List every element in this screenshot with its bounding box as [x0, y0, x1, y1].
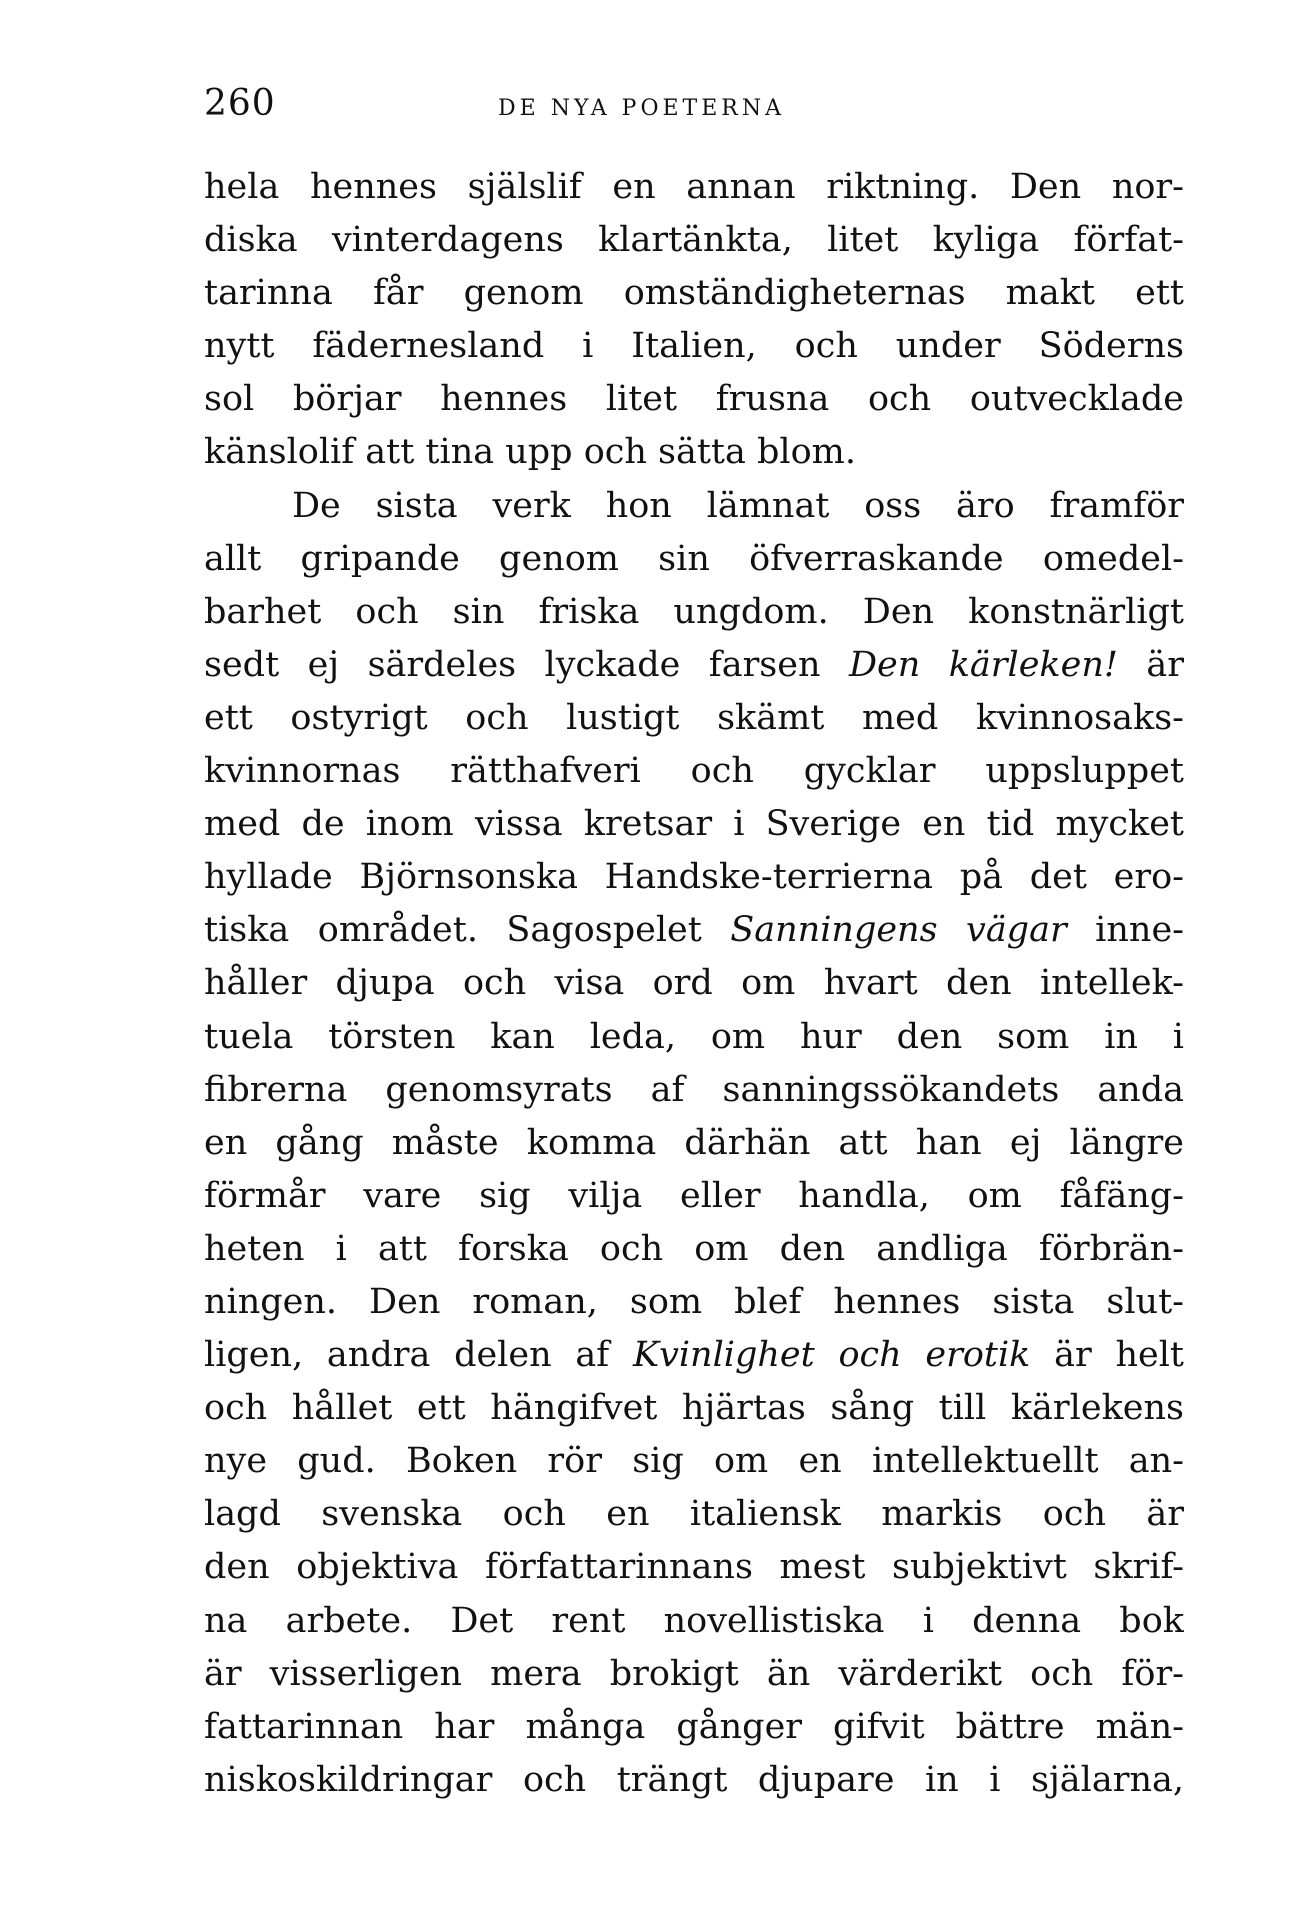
running-title: DE NYA POETERNA — [498, 96, 785, 121]
text-line: tarinna får genom omständigheternas makt ett — [204, 273, 1184, 314]
title-den-karleken: Den kärleken! — [848, 644, 1118, 685]
text-line: heten i att forska och om den andliga förbrän- — [204, 1228, 1184, 1269]
text-line: med de inom vissa kretsar i Sverige en tid mycket — [204, 804, 1184, 845]
text-line: fibrerna genomsyrats af sanningssökandets anda — [204, 1069, 1184, 1110]
title-kvinlighet-och-erotik: Kvinlighet och erotik — [632, 1335, 1031, 1376]
text-segment: är helt — [1030, 1335, 1184, 1376]
text-line: förmår vare sig vilja eller handla, om fåfäng- — [204, 1175, 1184, 1216]
text-line: diska vinterdagens klartänkta, litet kyliga förfat- — [204, 220, 1184, 261]
text-segment: ligen, andra delen af — [204, 1335, 633, 1376]
running-head — [204, 78, 1184, 138]
text-line: lagd svenska och en italiensk markis och är — [204, 1494, 1184, 1535]
text-line: ningen. Den roman, som blef hennes sista slut- — [204, 1281, 1184, 1322]
text-line — [204, 639, 1184, 692]
text-line: fattarinnan har många gånger gifvit bättre män- — [204, 1706, 1184, 1747]
text-line: kvinnornas rätthafveri och gycklar uppsluppet — [204, 751, 1184, 792]
body-text — [204, 161, 1184, 1807]
text-line: och hållet ett hängifvet hjärtas sång till kärlekens — [204, 1388, 1184, 1429]
text-line: niskoskildringar och trängt djupare in i själarna, — [204, 1759, 1184, 1800]
title-sanningens-vagar: Sanningens vägar — [730, 910, 1067, 951]
text-line: den objektiva författarinnans mest subjektivt skrif- — [204, 1547, 1184, 1588]
text-line: hyllade Björnsonska Handske-terrierna på det ero- — [204, 857, 1184, 898]
text-line: nye gud. Boken rör sig om en intellektuellt an- — [204, 1441, 1184, 1482]
text-line — [204, 904, 1184, 957]
text-line: håller djupa och visa ord om hvart den intellek- — [204, 963, 1184, 1004]
text-segment: inne- — [1066, 910, 1184, 951]
text-line: allt gripande genom sin öfverraskande omedel- — [204, 538, 1184, 579]
page-number: 260 — [204, 83, 276, 124]
text-line: sol börjar hennes litet frusna och outvecklade — [204, 379, 1184, 420]
paragraph-start-line: De sista verk hon lämnat oss äro framför — [292, 485, 1184, 526]
text-line: ett ostyrigt och lustigt skämt med kvinnosaks- — [204, 697, 1184, 738]
text-line: en gång måste komma därhän att han ej längre — [204, 1122, 1184, 1163]
text-line — [204, 1329, 1184, 1382]
text-segment: sedt ej särdeles lyckade farsen — [204, 644, 849, 685]
text-segment: tiska området. Sagospelet — [204, 910, 731, 951]
text-segment: är — [1117, 644, 1184, 685]
text-line: nytt fädernesland i Italien, och under Söderns — [204, 326, 1184, 367]
text-line: barhet och sin friska ungdom. Den konstnärligt — [204, 591, 1184, 632]
paragraph-end-line: känslolif att tina upp och sätta blom. — [204, 432, 856, 473]
text-line: na arbete. Det rent novellistiska i denna bok — [204, 1600, 1184, 1641]
text-line: tuela törsten kan leda, om hur den som in i — [204, 1016, 1184, 1057]
text-line: är visserligen mera brokigt än värderikt och för- — [204, 1653, 1184, 1694]
text-line: hela hennes själslif en annan riktning. Den nor- — [204, 167, 1184, 207]
